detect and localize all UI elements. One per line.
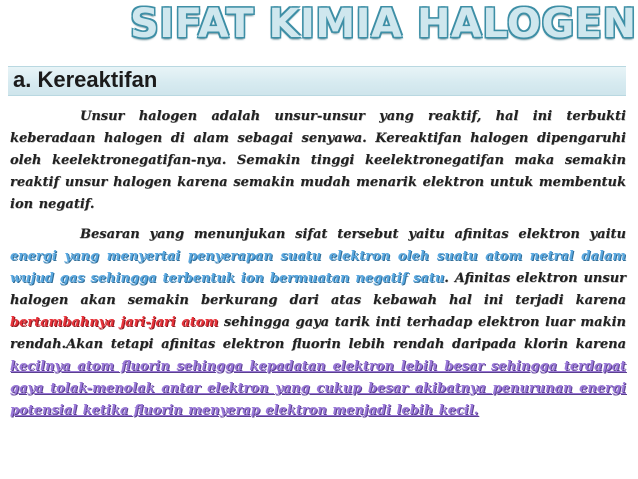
section-heading: a. Kereaktifan	[13, 67, 158, 92]
definition-highlight: energi yang menyertai penyerapan suatu elektron oleh suatu atom netral dalam wujud gas sehingga terbentuk ion bermuatan negatif satu	[10, 249, 626, 286]
slide-title: SIFAT KIMIA HALOGEN	[130, 1, 637, 47]
paragraph2-text-3: sehingga gaya tarik inti terhadap elektron luar makin rendah.Akan tetapi afinitas elektron fluorin lebih rendah daripada klorin karena	[10, 315, 626, 352]
paragraph2-text-2: . Afinitas elektron unsur halogen akan semakin berkurang dari atas kebawah hal ini terjadi karena	[10, 271, 626, 308]
fluorin-exception-highlight: kecilnya atom fluorin sehingga kepadatan elektron lebih besar sehingga terdapat gaya tolak-menolak antar elektron yang cukup besar akibatnya penurunan energi potensial ketika fluorin menyerap elektron menjadi lebih kecil.	[10, 359, 626, 418]
paragraph2-text-1: Besaran yang menunjukan sifat tersebut yaitu afinitas elektron yaitu	[80, 227, 626, 242]
paragraph-electron-affinity	[10, 224, 626, 422]
title-band	[0, 0, 638, 50]
reason-highlight: bertambahnya jari-jari atom	[10, 315, 219, 330]
paragraph-reactivity: Unsur halogen adalah unsur-unsur yang reaktif, hal ini terbukti keberadaan halogen di alam sebagai senyawa. Kereaktifan halogen dipengaruhi oleh keelektronegatifan-nya. Semakin tinggi keelektronegatifan maka semakin reaktif unsur halogen karena semakin mudah menarik elektron untuk membentuk ion negatif.	[10, 109, 626, 212]
